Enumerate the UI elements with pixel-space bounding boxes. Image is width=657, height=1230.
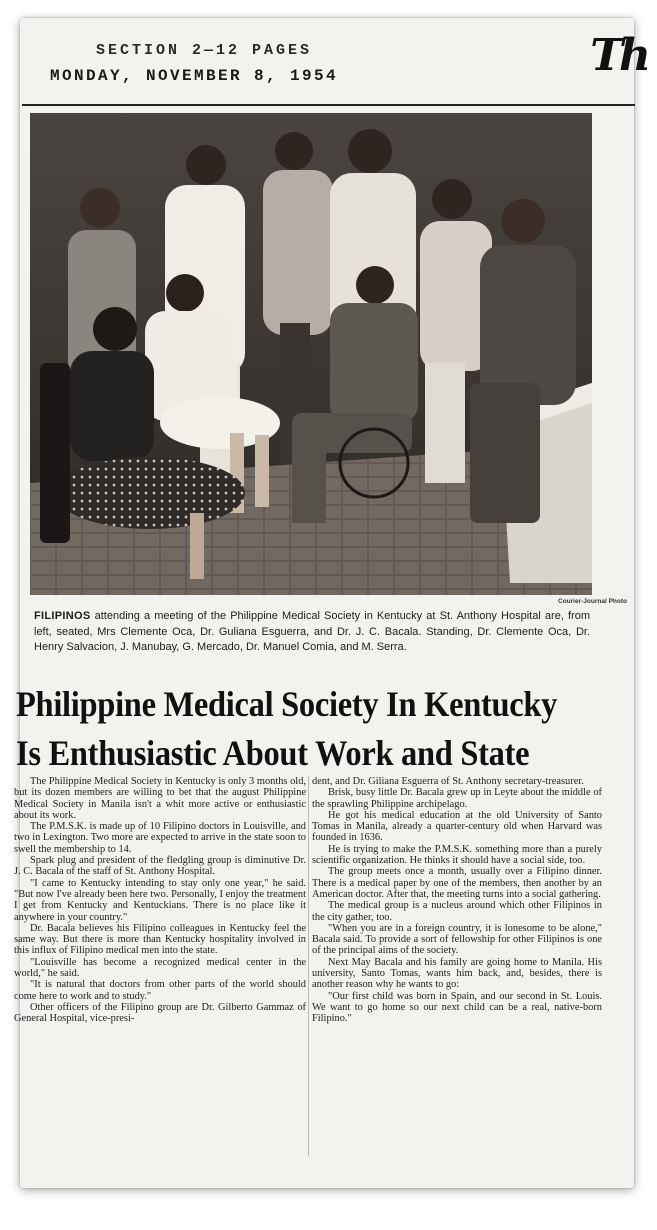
column-divider xyxy=(308,776,309,1156)
headline-line-2: Is Enthusiastic About Work and State xyxy=(16,733,530,775)
paragraph: "I came to Kentucky intending to stay only one year," he said. "But now I've already been here two. Personally, I enjoy the treatment I get from Kentucky and Kentuckians. There is no place like it anywhere in your country." xyxy=(14,877,306,923)
paragraph: The medical group is a nucleus around which other Filipinos in the city gather, too. xyxy=(312,900,602,923)
paragraph: "When you are in a foreign country, it is lonesome to be alone," Bacala said. To provide a sort of fellowship for other Filipinos is one of the principal aims of the society. xyxy=(312,922,602,957)
paragraph: Brisk, busy little Dr. Bacala grew up in Leyte about the middle of the sprawling Philippine archipelago. xyxy=(312,787,602,810)
article-column-right xyxy=(312,776,602,1025)
paragraph: "Louisville has become a recognized medical center in the world," he said. xyxy=(14,956,306,980)
newspaper-logo: Th xyxy=(590,30,647,81)
paragraph: "It is natural that doctors from other parts of the world should come here to work and to study." xyxy=(14,979,306,1002)
masthead-rule xyxy=(22,104,635,106)
paragraph: The Philippine Medical Society in Kentucky is only 3 months old, but its dozen members are willing to bet that the august Philippine Medical Society in Manila isn't a whit more active or enthusiastic about its work. xyxy=(14,776,306,821)
paragraph: Dr. Bacala believes his Filipino colleagues in Kentucky feel the same way. But there is more than Kentucky hospitality involved in this influx of Filipino medical men into the state. xyxy=(14,922,306,957)
paragraph: Spark plug and president of the fledgling group is diminutive Dr. J. C. Bacala of the staff of St. Anthony Hospital. xyxy=(14,855,306,878)
paragraph-continued: dent, and Dr. Giliana Esguerra of St. Anthony secretary-treasurer. xyxy=(312,776,584,787)
paragraph: "Our first child was born in Spain, and our second in St. Louis. We want to go home so our next child can be a real, native-born Filipino." xyxy=(312,990,602,1025)
headline-line-1: Philippine Medical Society In Kentucky xyxy=(16,684,558,725)
photo-credit: Courier-Journal Photo xyxy=(558,598,627,605)
group-photo xyxy=(30,113,592,595)
paragraph: Next May Bacala and his family are going home to Manila. His university, Santo Tomas, wants him back, and, besides, there is another reason why he wants to go: xyxy=(312,956,602,991)
paragraph: The P.M.S.K. is made up of 10 Filipino doctors in Louisville, and two in Lexington. Two more are expected to arrive in the state soon to swell the membership to 14. xyxy=(14,821,306,855)
article-column-left xyxy=(14,776,306,1025)
caption-text: attending a meeting of the Philippine Medical Society in Kentucky at St. Anthony Hospital are, from left, seated, Mrs Clemente Oca, Dr. Guliana Esguerra, and Dr. J. C. Bacala. Standing, Dr. Clemente Oca, Dr. Henry Salvacion, J. Manubay, G. Mercado, Dr. Manuel Comia, and M. Serra. xyxy=(34,610,590,653)
section-label: SECTION 2—12 PAGES xyxy=(96,42,313,59)
caption-lead: FILIPINOS xyxy=(34,610,91,622)
issue-date: MONDAY, NOVEMBER 8, 1954 xyxy=(50,67,339,85)
article-headline xyxy=(16,680,606,779)
paragraph: He is trying to make the P.M.S.K. something more than a purely scientific organization. He thinks it should have a social side, too. xyxy=(312,843,602,867)
paragraph: The group meets once a month, usually over a Filipino dinner. There is a medical paper by one of the members, then another by an American doctor. After that, the meeting turns into a social gathering. xyxy=(312,866,602,900)
paragraph: He got his medical education at the old University of Santo Tomas in Manila, already a quarter-century old when Harvard was founded in 1636. xyxy=(312,809,602,844)
photo-caption xyxy=(34,609,590,656)
paragraph: Other officers of the Filipino group are Dr. Gilberto Gammaz of General Hospital, vice-presi- xyxy=(14,1001,306,1025)
